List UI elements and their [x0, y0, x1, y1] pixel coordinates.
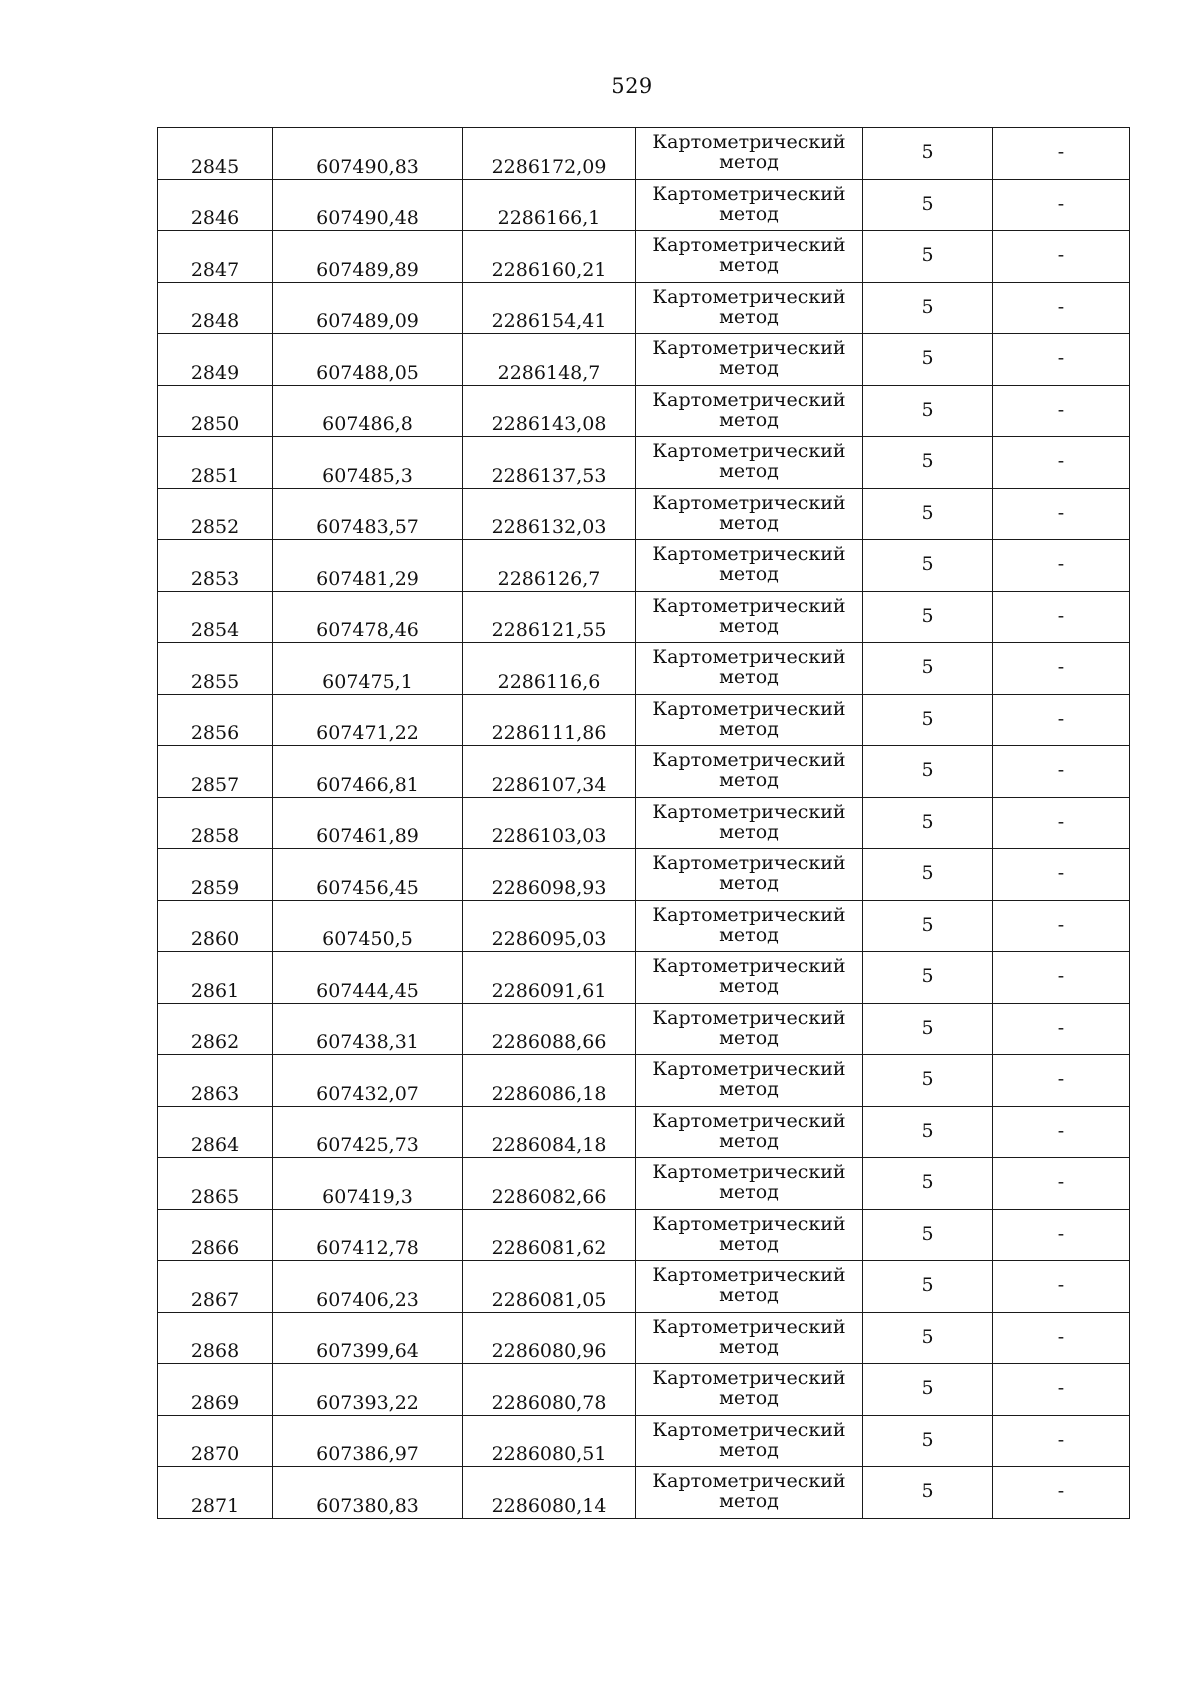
method-cell: [636, 849, 863, 901]
method-line-1: Картометрический: [652, 234, 846, 257]
x-coordinate-cell: 607406,23: [273, 1261, 463, 1313]
point-number-cell: 2865: [158, 1158, 273, 1210]
table-row: [158, 1261, 1130, 1313]
method-cell: [636, 540, 863, 592]
description-cell: -: [993, 1209, 1130, 1261]
point-number-cell: 2868: [158, 1312, 273, 1364]
accuracy-cell: 5: [863, 334, 993, 386]
accuracy-cell: 5: [863, 179, 993, 231]
point-number-cell: 2869: [158, 1364, 273, 1416]
y-coordinate-cell: 2286080,14: [463, 1467, 636, 1519]
method-line-1: Картометрический: [652, 852, 846, 875]
method-line-2: метод: [719, 1181, 779, 1204]
method-cell: [636, 1261, 863, 1313]
x-coordinate-cell: 607386,97: [273, 1415, 463, 1467]
method-line-2: метод: [719, 1284, 779, 1307]
y-coordinate-cell: 2286084,18: [463, 1106, 636, 1158]
method-cell: [636, 179, 863, 231]
description-cell: -: [993, 849, 1130, 901]
accuracy-cell: 5: [863, 385, 993, 437]
accuracy-cell: 5: [863, 282, 993, 334]
accuracy-cell: 5: [863, 1055, 993, 1107]
description-cell: -: [993, 1364, 1130, 1416]
accuracy-cell: 5: [863, 128, 993, 180]
x-coordinate-cell: 607481,29: [273, 540, 463, 592]
method-cell: [636, 282, 863, 334]
table-row: [158, 334, 1130, 386]
method-cell: [636, 1158, 863, 1210]
x-coordinate-cell: 607399,64: [273, 1312, 463, 1364]
table-row: [158, 1312, 1130, 1364]
table-row: [158, 437, 1130, 489]
accuracy-cell: 5: [863, 694, 993, 746]
description-cell: -: [993, 282, 1130, 334]
description-cell: -: [993, 643, 1130, 695]
method-line-2: метод: [719, 975, 779, 998]
method-line-1: Картометрический: [652, 388, 846, 411]
method-cell: [636, 1209, 863, 1261]
x-coordinate-cell: 607490,48: [273, 179, 463, 231]
x-coordinate-cell: 607438,31: [273, 1003, 463, 1055]
table-row: [158, 1158, 1130, 1210]
method-cell: [636, 591, 863, 643]
y-coordinate-cell: 2286081,62: [463, 1209, 636, 1261]
method-line-1: Картометрический: [652, 955, 846, 978]
method-line-1: Картометрический: [652, 131, 846, 154]
description-cell: -: [993, 231, 1130, 283]
method-cell: [636, 1364, 863, 1416]
method-line-2: метод: [719, 357, 779, 380]
table-row: [158, 797, 1130, 849]
point-number-cell: 2867: [158, 1261, 273, 1313]
y-coordinate-cell: 2286088,66: [463, 1003, 636, 1055]
method-line-1: Картометрический: [652, 1006, 846, 1029]
description-cell: -: [993, 1261, 1130, 1313]
y-coordinate-cell: 2286166,1: [463, 179, 636, 231]
description-cell: -: [993, 385, 1130, 437]
table-row: [158, 385, 1130, 437]
page-number: 529: [611, 74, 653, 98]
x-coordinate-cell: 607466,81: [273, 746, 463, 798]
x-coordinate-cell: 607488,05: [273, 334, 463, 386]
description-cell: -: [993, 591, 1130, 643]
table-row: [158, 694, 1130, 746]
accuracy-cell: 5: [863, 1106, 993, 1158]
description-cell: -: [993, 1003, 1130, 1055]
method-line-2: метод: [719, 1232, 779, 1255]
x-coordinate-cell: 607489,89: [273, 231, 463, 283]
y-coordinate-cell: 2286116,6: [463, 643, 636, 695]
coordinates-table: [157, 127, 1130, 1519]
method-line-2: метод: [719, 923, 779, 946]
table-row: [158, 1209, 1130, 1261]
method-line-2: метод: [719, 202, 779, 225]
table-row: [158, 540, 1130, 592]
y-coordinate-cell: 2286160,21: [463, 231, 636, 283]
accuracy-cell: 5: [863, 540, 993, 592]
description-cell: -: [993, 952, 1130, 1004]
method-cell: [636, 1003, 863, 1055]
method-line-2: метод: [719, 1387, 779, 1410]
y-coordinate-cell: 2286121,55: [463, 591, 636, 643]
description-cell: -: [993, 1055, 1130, 1107]
description-cell: -: [993, 1158, 1130, 1210]
y-coordinate-cell: 2286098,93: [463, 849, 636, 901]
method-line-1: Картометрический: [652, 1161, 846, 1184]
method-cell: [636, 385, 863, 437]
point-number-cell: 2855: [158, 643, 273, 695]
y-coordinate-cell: 2286111,86: [463, 694, 636, 746]
method-cell: [636, 694, 863, 746]
y-coordinate-cell: 2286082,66: [463, 1158, 636, 1210]
table-row: [158, 1055, 1130, 1107]
accuracy-cell: 5: [863, 900, 993, 952]
description-cell: -: [993, 128, 1130, 180]
table-row: [158, 231, 1130, 283]
y-coordinate-cell: 2286172,09: [463, 128, 636, 180]
method-cell: [636, 952, 863, 1004]
table-row: [158, 849, 1130, 901]
method-line-1: Картометрический: [652, 800, 846, 823]
point-number-cell: 2870: [158, 1415, 273, 1467]
table-row: [158, 1467, 1130, 1519]
description-cell: -: [993, 900, 1130, 952]
point-number-cell: 2858: [158, 797, 273, 849]
accuracy-cell: 5: [863, 746, 993, 798]
accuracy-cell: 5: [863, 1312, 993, 1364]
y-coordinate-cell: 2286091,61: [463, 952, 636, 1004]
x-coordinate-cell: 607432,07: [273, 1055, 463, 1107]
method-line-2: метод: [719, 717, 779, 740]
y-coordinate-cell: 2286095,03: [463, 900, 636, 952]
method-line-1: Картометрический: [652, 440, 846, 463]
description-cell: -: [993, 1415, 1130, 1467]
method-line-1: Картометрический: [652, 594, 846, 617]
description-cell: -: [993, 797, 1130, 849]
y-coordinate-cell: 2286080,78: [463, 1364, 636, 1416]
method-line-2: метод: [719, 1335, 779, 1358]
method-line-2: метод: [719, 872, 779, 895]
method-cell: [636, 1415, 863, 1467]
method-line-1: Картометрический: [652, 1315, 846, 1338]
accuracy-cell: 5: [863, 1209, 993, 1261]
method-line-1: Картометрический: [652, 697, 846, 720]
x-coordinate-cell: 607461,89: [273, 797, 463, 849]
x-coordinate-cell: 607475,1: [273, 643, 463, 695]
description-cell: -: [993, 1106, 1130, 1158]
point-number-cell: 2853: [158, 540, 273, 592]
y-coordinate-cell: 2286103,03: [463, 797, 636, 849]
method-line-1: Картометрический: [652, 1367, 846, 1390]
point-number-cell: 2847: [158, 231, 273, 283]
x-coordinate-cell: 607471,22: [273, 694, 463, 746]
y-coordinate-cell: 2286107,34: [463, 746, 636, 798]
method-line-2: метод: [719, 305, 779, 328]
table-row: [158, 900, 1130, 952]
method-cell: [636, 1467, 863, 1519]
accuracy-cell: 5: [863, 488, 993, 540]
x-coordinate-cell: 607486,8: [273, 385, 463, 437]
x-coordinate-cell: 607380,83: [273, 1467, 463, 1519]
accuracy-cell: 5: [863, 1003, 993, 1055]
y-coordinate-cell: 2286143,08: [463, 385, 636, 437]
method-line-2: метод: [719, 1078, 779, 1101]
x-coordinate-cell: 607483,57: [273, 488, 463, 540]
y-coordinate-cell: 2286080,51: [463, 1415, 636, 1467]
table-row: [158, 128, 1130, 180]
point-number-cell: 2845: [158, 128, 273, 180]
point-number-cell: 2849: [158, 334, 273, 386]
description-cell: -: [993, 334, 1130, 386]
accuracy-cell: 5: [863, 849, 993, 901]
point-number-cell: 2846: [158, 179, 273, 231]
description-cell: -: [993, 746, 1130, 798]
method-line-1: Картометрический: [652, 1109, 846, 1132]
y-coordinate-cell: 2286148,7: [463, 334, 636, 386]
table-row: [158, 179, 1130, 231]
description-cell: -: [993, 488, 1130, 540]
point-number-cell: 2854: [158, 591, 273, 643]
table-row: [158, 643, 1130, 695]
point-number-cell: 2848: [158, 282, 273, 334]
method-line-1: Картометрический: [652, 1212, 846, 1235]
table-row: [158, 1106, 1130, 1158]
point-number-cell: 2862: [158, 1003, 273, 1055]
method-cell: [636, 1106, 863, 1158]
method-line-2: метод: [719, 151, 779, 174]
accuracy-cell: 5: [863, 1158, 993, 1210]
x-coordinate-cell: 607456,45: [273, 849, 463, 901]
method-cell: [636, 900, 863, 952]
accuracy-cell: 5: [863, 437, 993, 489]
method-line-1: Картометрический: [652, 1418, 846, 1441]
method-line-1: Картометрический: [652, 182, 846, 205]
point-number-cell: 2864: [158, 1106, 273, 1158]
accuracy-cell: 5: [863, 952, 993, 1004]
accuracy-cell: 5: [863, 1415, 993, 1467]
method-line-2: метод: [719, 1129, 779, 1152]
description-cell: -: [993, 437, 1130, 489]
method-line-1: Картометрический: [652, 285, 846, 308]
y-coordinate-cell: 2286137,53: [463, 437, 636, 489]
table-row: [158, 591, 1130, 643]
description-cell: -: [993, 179, 1130, 231]
method-line-2: метод: [719, 563, 779, 586]
method-line-2: метод: [719, 666, 779, 689]
x-coordinate-cell: 607450,5: [273, 900, 463, 952]
point-number-cell: 2863: [158, 1055, 273, 1107]
method-line-1: Картометрический: [652, 491, 846, 514]
point-number-cell: 2851: [158, 437, 273, 489]
method-cell: [636, 334, 863, 386]
method-line-1: Картометрический: [652, 337, 846, 360]
coordinates-table-body: [158, 128, 1130, 1519]
y-coordinate-cell: 2286154,41: [463, 282, 636, 334]
method-cell: [636, 1312, 863, 1364]
y-coordinate-cell: 2286126,7: [463, 540, 636, 592]
accuracy-cell: 5: [863, 231, 993, 283]
point-number-cell: 2856: [158, 694, 273, 746]
method-line-2: метод: [719, 614, 779, 637]
y-coordinate-cell: 2286086,18: [463, 1055, 636, 1107]
x-coordinate-cell: 607489,09: [273, 282, 463, 334]
accuracy-cell: 5: [863, 591, 993, 643]
description-cell: -: [993, 540, 1130, 592]
method-line-2: метод: [719, 769, 779, 792]
x-coordinate-cell: 607478,46: [273, 591, 463, 643]
table-row: [158, 488, 1130, 540]
y-coordinate-cell: 2286132,03: [463, 488, 636, 540]
method-line-2: метод: [719, 408, 779, 431]
table-row: [158, 1415, 1130, 1467]
x-coordinate-cell: 607412,78: [273, 1209, 463, 1261]
point-number-cell: 2857: [158, 746, 273, 798]
method-cell: [636, 231, 863, 283]
accuracy-cell: 5: [863, 797, 993, 849]
point-number-cell: 2871: [158, 1467, 273, 1519]
method-line-1: Картометрический: [652, 1470, 846, 1493]
x-coordinate-cell: 607490,83: [273, 128, 463, 180]
method-line-2: метод: [719, 820, 779, 843]
description-cell: -: [993, 694, 1130, 746]
method-cell: [636, 746, 863, 798]
method-cell: [636, 128, 863, 180]
point-number-cell: 2852: [158, 488, 273, 540]
method-cell: [636, 1055, 863, 1107]
table-row: [158, 746, 1130, 798]
method-line-1: Картометрический: [652, 1264, 846, 1287]
x-coordinate-cell: 607444,45: [273, 952, 463, 1004]
method-line-2: метод: [719, 1438, 779, 1461]
point-number-cell: 2860: [158, 900, 273, 952]
accuracy-cell: 5: [863, 1467, 993, 1519]
x-coordinate-cell: 607485,3: [273, 437, 463, 489]
method-line-2: метод: [719, 511, 779, 534]
table-row: [158, 1364, 1130, 1416]
method-cell: [636, 643, 863, 695]
method-line-1: Картометрический: [652, 1058, 846, 1081]
description-cell: -: [993, 1467, 1130, 1519]
method-cell: [636, 437, 863, 489]
accuracy-cell: 5: [863, 1261, 993, 1313]
x-coordinate-cell: 607393,22: [273, 1364, 463, 1416]
method-cell: [636, 797, 863, 849]
method-line-1: Картометрический: [652, 903, 846, 926]
table-row: [158, 282, 1130, 334]
method-line-2: метод: [719, 460, 779, 483]
description-cell: -: [993, 1312, 1130, 1364]
method-cell: [636, 488, 863, 540]
method-line-2: метод: [719, 1490, 779, 1513]
y-coordinate-cell: 2286080,96: [463, 1312, 636, 1364]
method-line-2: метод: [719, 1026, 779, 1049]
y-coordinate-cell: 2286081,05: [463, 1261, 636, 1313]
accuracy-cell: 5: [863, 1364, 993, 1416]
method-line-1: Картометрический: [652, 646, 846, 669]
point-number-cell: 2859: [158, 849, 273, 901]
point-number-cell: 2866: [158, 1209, 273, 1261]
table-row: [158, 952, 1130, 1004]
method-line-2: метод: [719, 254, 779, 277]
x-coordinate-cell: 607419,3: [273, 1158, 463, 1210]
point-number-cell: 2850: [158, 385, 273, 437]
accuracy-cell: 5: [863, 643, 993, 695]
method-line-1: Картометрический: [652, 543, 846, 566]
method-line-1: Картометрический: [652, 749, 846, 772]
table-row: [158, 1003, 1130, 1055]
x-coordinate-cell: 607425,73: [273, 1106, 463, 1158]
point-number-cell: 2861: [158, 952, 273, 1004]
